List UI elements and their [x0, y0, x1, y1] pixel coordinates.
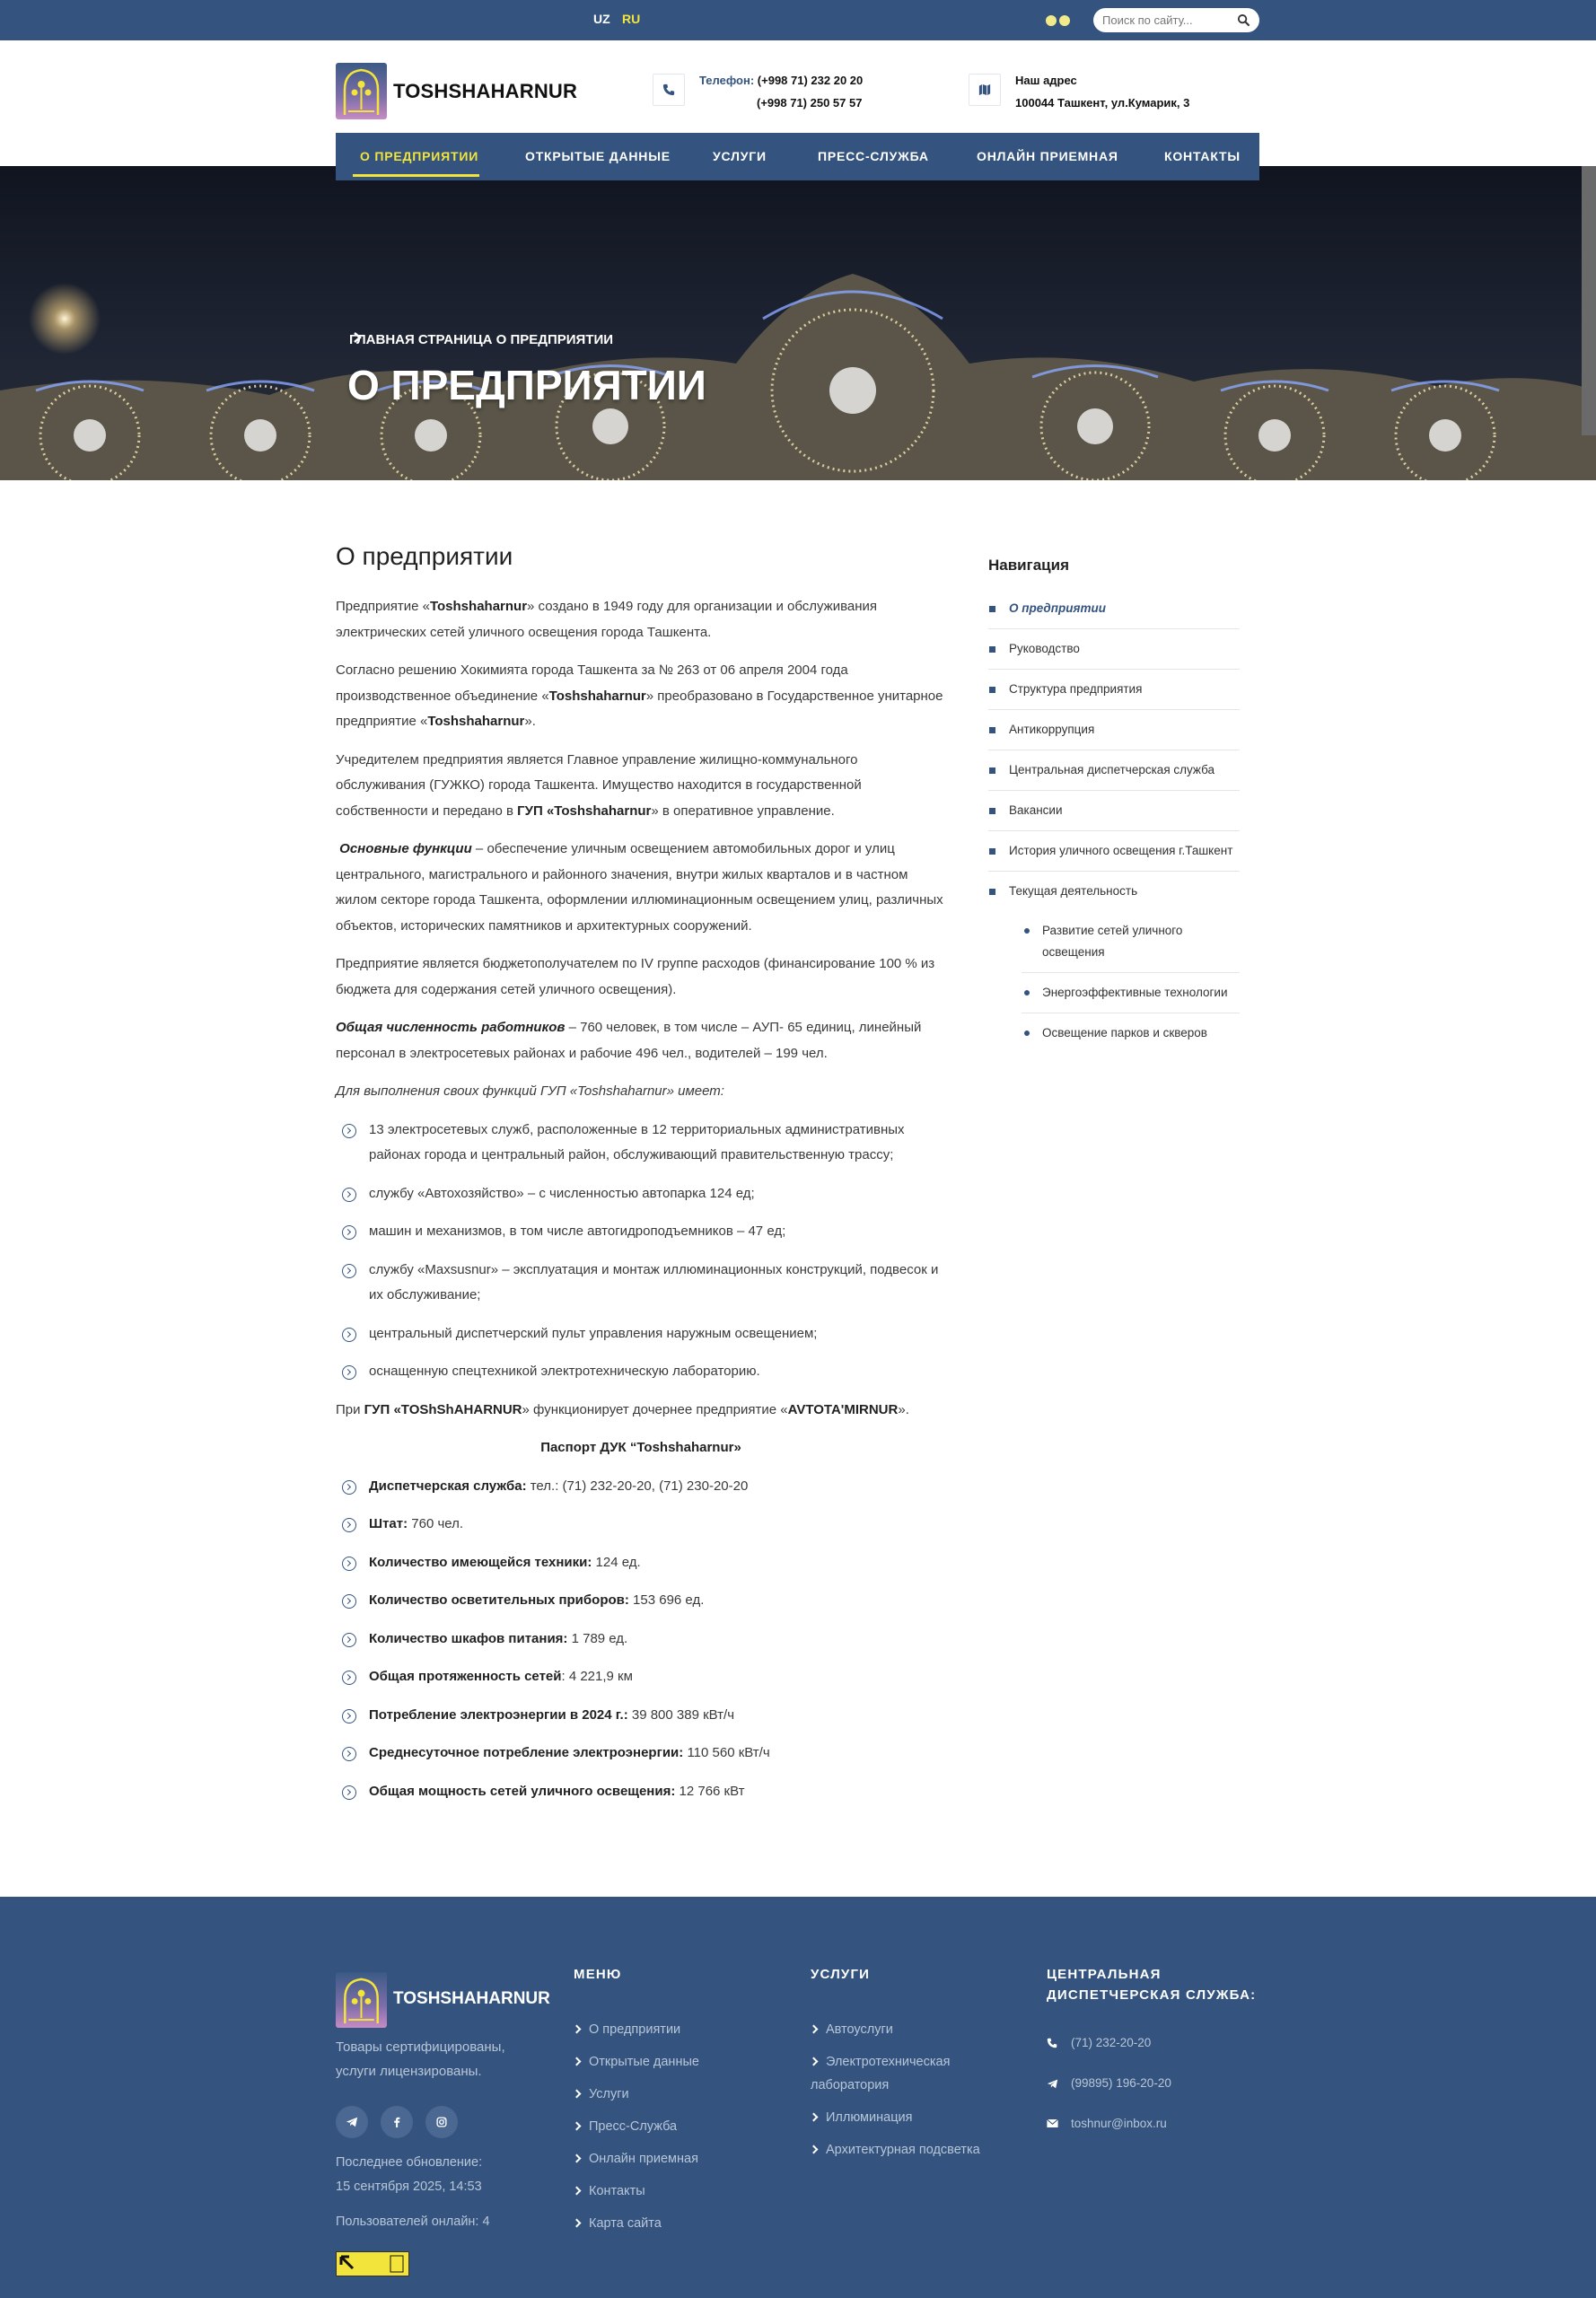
visit-counter-badge[interactable] — [336, 2251, 409, 2276]
list-item: службу «Автохозяйство» – с численностью автопарка 124 ед; — [336, 1181, 946, 1207]
phone-label: Телефон: — [699, 74, 755, 87]
accessibility-toggle[interactable] — [1046, 14, 1073, 31]
phone-line-1 — [699, 74, 863, 87]
paragraph-4: Основные функции – обеспечение уличным освещением автомобильных дорог и улиц центрального, магистрального и районного значения, внутри жилых кварталов и в частном жилом секторе города Ташкента, оформлении иллюминационным освещением улиц, различных объектов, исторических памятников и архитектурных сооружений. — [336, 841, 943, 934]
list-item: Штат: 760 чел. — [336, 1512, 946, 1538]
footer-menu-contacts[interactable]: Контакты — [574, 2180, 645, 2203]
last-updated-value: 15 сентября 2025, 14:53 — [336, 2180, 482, 2194]
footer-dispatch-title: ЦЕНТРАЛЬНАЯ ДИСПЕТЧЕРСКАЯ СЛУЖБА: — [1047, 1967, 1257, 2003]
paragraph-2: Согласно решению Хокимията города Ташкента за № 263 от 06 апреля 2004 года производственное объединение «Toshshaharnur» преобразовано в Государственное унитарное предприятие «Toshshaharnur». — [336, 662, 943, 729]
paragraph-1: Предприятие «Toshshaharnur» создано в 1949 году для организации и обслуживания электрических сетей уличного освещения города Ташкента. — [336, 599, 878, 640]
list-item: Количество шкафов питания: 1 789 ед. — [336, 1627, 946, 1653]
chevron-circle-icon — [342, 1747, 356, 1761]
online-users: Пользователей онлайн: 4 — [336, 2215, 490, 2229]
footer-menu-title: МЕНЮ — [574, 1967, 622, 1982]
chevron-circle-icon — [342, 1633, 356, 1647]
breadcrumb-current: О ПРЕДПРИЯТИИ — [495, 332, 614, 347]
chevron-circle-icon — [342, 1328, 356, 1342]
passport-list — [336, 1474, 946, 1805]
breadcrumb — [349, 332, 613, 347]
footer-email[interactable]: toshnur@inbox.ru — [1047, 2117, 1167, 2130]
chevron-circle-icon — [342, 1480, 356, 1495]
last-updated-label: Последнее обновление: — [336, 2155, 483, 2170]
chevron-circle-icon — [342, 1557, 356, 1571]
phone-icon — [1047, 2038, 1057, 2048]
hero-illumination-image — [0, 166, 1596, 480]
search-icon[interactable] — [1237, 13, 1250, 27]
chevron-circle-icon — [342, 1264, 356, 1278]
site-footer — [0, 1897, 1596, 2298]
list-item: Количество имеющейся техники: 124 ед. — [336, 1550, 946, 1576]
footer-service-auto[interactable]: Автоуслуги — [811, 2018, 893, 2041]
resources-list — [336, 1118, 946, 1385]
list-item: оснащенную спецтехникой электротехническую лабораторию. — [336, 1359, 946, 1385]
chevron-circle-icon — [342, 1518, 356, 1532]
footer-logo-text[interactable]: TOSHSHAHARNUR — [393, 1989, 550, 2008]
list-item: Общая мощность сетей уличного освещения: 12 766 кВт — [336, 1779, 946, 1805]
nav-open-data[interactable]: ОТКРЫТЫЕ ДАННЫЕ — [525, 149, 671, 163]
chevron-circle-icon — [342, 1124, 356, 1138]
sidebar-subitem-parks[interactable]: Освещение парков и скверов — [1022, 1013, 1240, 1053]
chevron-right-icon — [353, 332, 362, 343]
lang-uz[interactable]: UZ — [593, 12, 610, 26]
paragraph-8: При ГУП «TOShShAHARNUR» функционирует дочернее предприятие «AVTOTA'MIRNUR». — [336, 1401, 909, 1417]
nav-services[interactable]: УСЛУГИ — [713, 149, 767, 163]
chevron-circle-icon — [342, 1594, 356, 1609]
list-item: службу «Maxsusnur» – эксплуатация и монтаж иллюминационных конструкций, подвесок и их обслуживание; — [336, 1258, 946, 1309]
top-bar — [0, 0, 1596, 40]
footer-menu-reception[interactable]: Онлайн приемная — [574, 2147, 698, 2171]
facebook-icon[interactable] — [381, 2106, 413, 2138]
passport-title: Паспорт ДУК “Toshshaharnur» — [540, 1440, 741, 1455]
telegram-icon[interactable] — [336, 2106, 368, 2138]
footer-logo-emblem[interactable] — [336, 1972, 387, 2028]
footer-telegram[interactable]: (99895) 196-20-20 — [1047, 2076, 1171, 2090]
footer-service-architecture[interactable]: Архитектурная подсветка — [811, 2138, 980, 2162]
sidebar-subitem-networks[interactable]: Развитие сетей уличного освещения — [1022, 911, 1240, 973]
hero-banner — [0, 166, 1596, 480]
list-item: центральный диспетчерский пульт управления наружным освещением; — [336, 1321, 946, 1347]
instagram-icon[interactable] — [425, 2106, 458, 2138]
sidebar-subitem-energy[interactable]: Энергоэффективные технологии — [1022, 973, 1240, 1013]
sidebar-item-current[interactable]: Текущая деятельность — [988, 872, 1240, 911]
phone-icon — [653, 74, 685, 106]
address-text: 100044 Ташкент, ул.Кумарик, 3 — [1015, 96, 1190, 110]
chevron-circle-icon — [342, 1188, 356, 1202]
chevron-circle-icon — [342, 1709, 356, 1724]
footer-menu-sitemap[interactable]: Карта сайта — [574, 2212, 662, 2235]
search-input[interactable] — [1093, 8, 1259, 32]
list-item: Общая протяженность сетей: 4 221,9 км — [336, 1664, 946, 1690]
breadcrumb-home[interactable]: ГЛАВНАЯ СТРАНИЦА — [349, 332, 493, 347]
sidebar-item-management[interactable]: Руководство — [988, 629, 1240, 670]
list-item: Среднесуточное потребление электроэнергии: 110 560 кВт/ч — [336, 1741, 946, 1767]
logo-emblem[interactable] — [336, 63, 387, 119]
map-icon — [969, 74, 1001, 106]
list-item: Количество осветительных приборов: 153 696 ед. — [336, 1588, 946, 1614]
footer-menu-about[interactable]: О предприятии — [574, 2018, 680, 2041]
sidebar-item-about[interactable]: О предприятии — [988, 589, 1240, 629]
main-content — [336, 539, 946, 1817]
lang-ru[interactable]: RU — [622, 12, 641, 26]
paragraph-3: Учредителем предприятия является Главное управление жилищно-коммунального обслуживания (ГУЖКО) города Ташкента. Имущество находится в государственной собственности и передано в ГУП «Toshshaharnur» в оперативное управление. — [336, 751, 862, 819]
content-heading: О предприятии — [336, 542, 513, 570]
nav-contacts[interactable]: КОНТАКТЫ — [1164, 149, 1241, 163]
paragraph-6: Общая численность работников – 760 человек, в том числе – АУП- 65 единиц, линейный персонал в электросетевых районах и рабочие 496 чел., водителей – 199 чел. — [336, 1020, 922, 1061]
sidebar-item-dispatch[interactable]: Центральная диспетчерская служба — [988, 750, 1240, 791]
paragraph-5: Предприятие является бюджетополучателем по IV группе расходов (финансирование 100 % из бюджета для содержания сетей уличного освещения). — [336, 956, 935, 997]
page-title: О ПРЕДПРИЯТИИ — [347, 362, 706, 408]
footer-menu-open-data[interactable]: Открытые данные — [574, 2050, 699, 2074]
address-label: Наш адрес — [1015, 74, 1077, 87]
paragraph-7: Для выполнения своих функций ГУП «Toshshaharnur» имеет: — [336, 1083, 724, 1099]
chevron-circle-icon — [342, 1785, 356, 1800]
telegram-icon — [1047, 2078, 1058, 2090]
nav-press[interactable]: ПРЕСС-СЛУЖБА — [818, 149, 929, 163]
nav-active-underline — [353, 174, 479, 177]
list-item: Диспетчерская служба: тел.: (71) 232-20-20, (71) 230-20-20 — [336, 1474, 946, 1500]
footer-tagline: Товары сертифицированы, услуги лицензированы. — [336, 2039, 505, 2079]
chevron-circle-icon — [342, 1671, 356, 1685]
footer-service-lab[interactable]: Электротехническая лаборатория — [811, 2055, 951, 2092]
sidebar-item-vacancies[interactable]: Вакансии — [988, 791, 1240, 831]
sidebar-item-structure[interactable]: Структура предприятия — [988, 670, 1240, 710]
footer-services-title: УСЛУГИ — [811, 1967, 871, 1982]
list-item: 13 электросетевых служб, расположенные в 12 территориальных административных районах города и центральный район, обслуживающий правительственную трассу; — [336, 1118, 946, 1169]
last-updated — [336, 2151, 482, 2199]
list-item: машин и механизмов, в том числе автогидроподъемников – 47 ед; — [336, 1219, 946, 1245]
footer-phone[interactable]: (71) 232-20-20 — [1047, 2036, 1151, 2049]
nav-about[interactable]: О ПРЕДПРИЯТИИ — [360, 149, 479, 163]
chevron-circle-icon — [342, 1365, 356, 1380]
nav-online-reception[interactable]: ОНЛАЙН ПРИЕМНАЯ — [977, 149, 1118, 163]
footer-menu-press[interactable]: Пресс-Служба — [574, 2115, 677, 2138]
footer-service-illumination[interactable]: Иллюминация — [811, 2106, 912, 2129]
phone-number-1[interactable]: (+998 71) 232 20 20 — [757, 74, 864, 87]
footer-menu-services[interactable]: Услуги — [574, 2083, 629, 2106]
sidebar-nav — [988, 557, 1240, 1053]
chevron-circle-icon — [342, 1225, 356, 1240]
sidebar-item-anticorruption[interactable]: Антикоррупция — [988, 710, 1240, 750]
list-item: Потребление электроэнергии в 2024 г.: 39 800 389 кВт/ч — [336, 1703, 946, 1729]
sidebar-title: Навигация — [988, 557, 1069, 574]
envelope-icon — [1047, 2118, 1058, 2128]
sidebar-item-history[interactable]: История уличного освещения г.Ташкент — [988, 831, 1240, 872]
phone-number-2[interactable]: (+998 71) 250 57 57 — [757, 96, 863, 110]
logo-text[interactable]: TOSHSHAHARNUR — [393, 80, 578, 102]
